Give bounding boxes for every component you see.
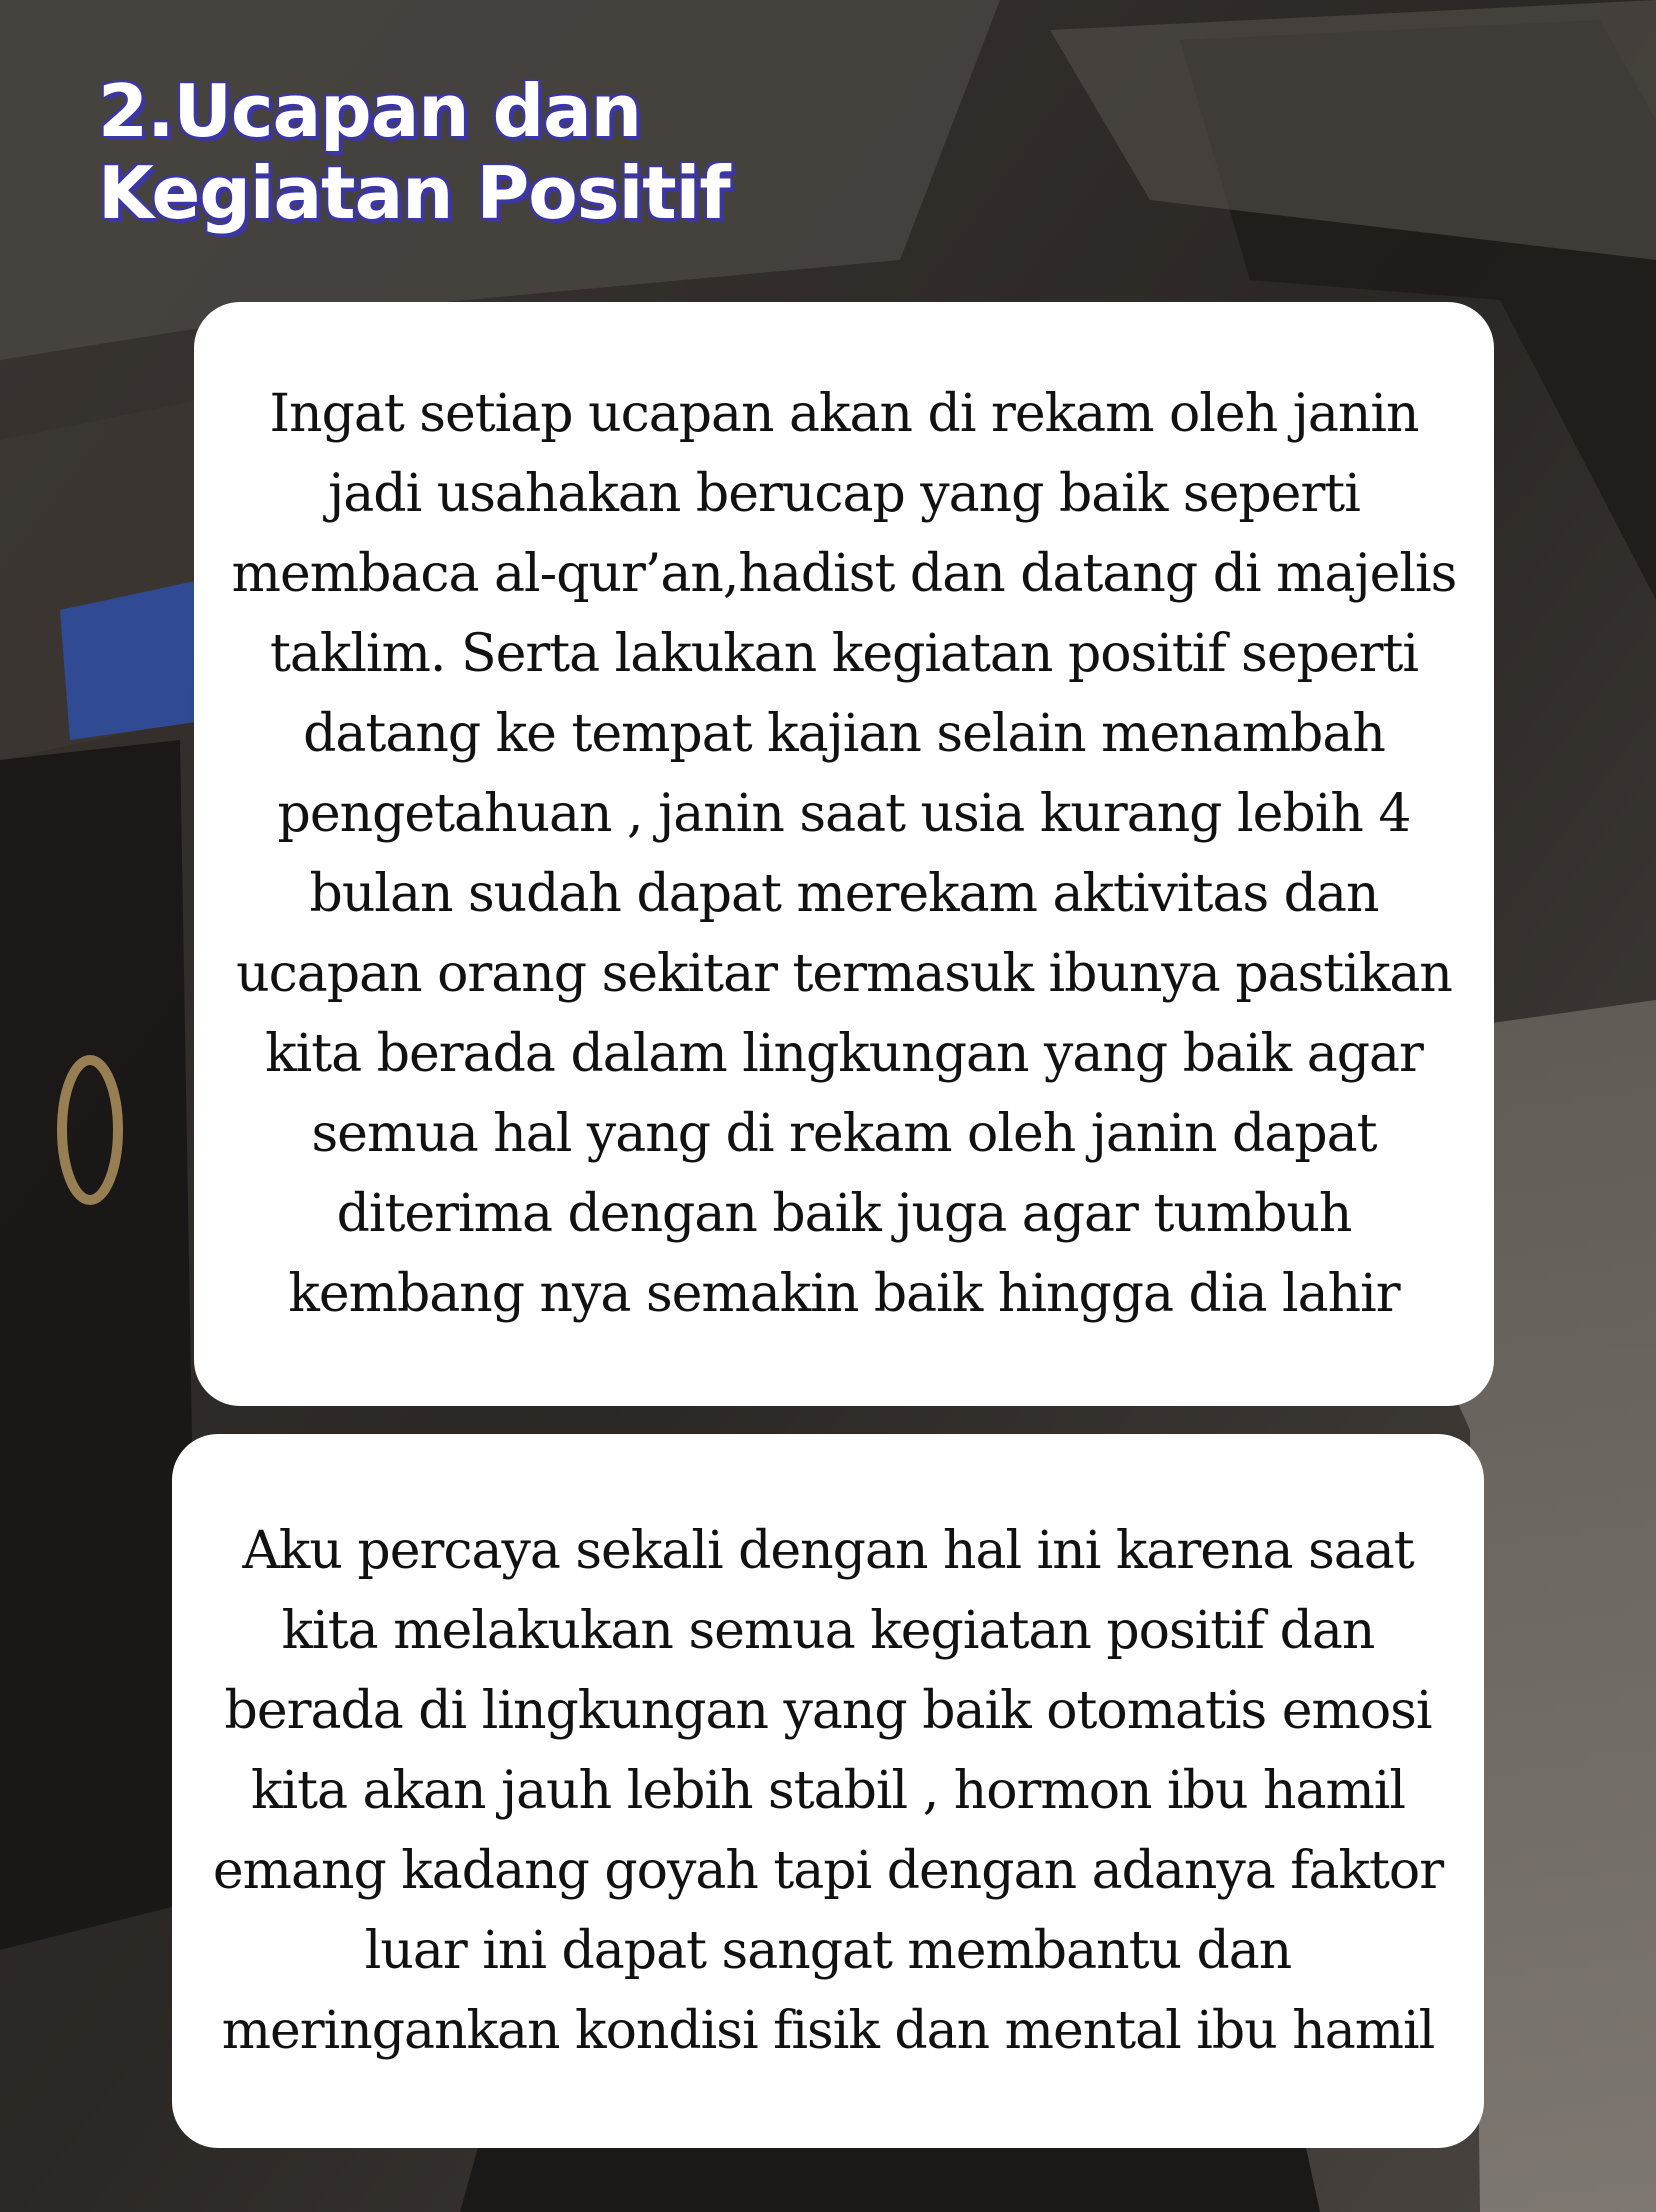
title-line-1: 2.Ucapan dan: [98, 69, 642, 153]
title-line-2: Kegiatan Positif: [98, 151, 730, 235]
text-card-1: [194, 302, 1494, 1406]
page-title: [98, 70, 730, 234]
card-1-text: Ingat setiap ucapan akan di rekam oleh janin jadi usahakan berucap yang baik seperti membaca al-qur’an,hadist dan datang di majelis taklim. Serta lakukan kegiatan positif seperti datang ke tempat kajian selain menambah pengetahuan , janin saat usia kurang lebih 4 bulan sudah dapat merekam aktivitas dan ucapan orang sekitar termasuk ibunya pastikan kita berada dalam lingkungan yang baik agar semua hal yang di rekam oleh janin dapat diterima dengan baik juga agar tumbuh kembang nya semakin baik hingga dia lahir: [231, 384, 1457, 1324]
text-card-2: [172, 1434, 1484, 2148]
card-2-text: Aku percaya sekali dengan hal ini karena saat kita melakukan semua kegiatan positif dan berada di lingkungan yang baik otomatis emosi kita akan jauh lebih stabil , hormon ibu hamil emang kadang goyah tapi dengan adanya faktor luar ini dapat sangat membantu dan meringankan kondisi fisik dan mental ibu hamil: [212, 1521, 1444, 2061]
